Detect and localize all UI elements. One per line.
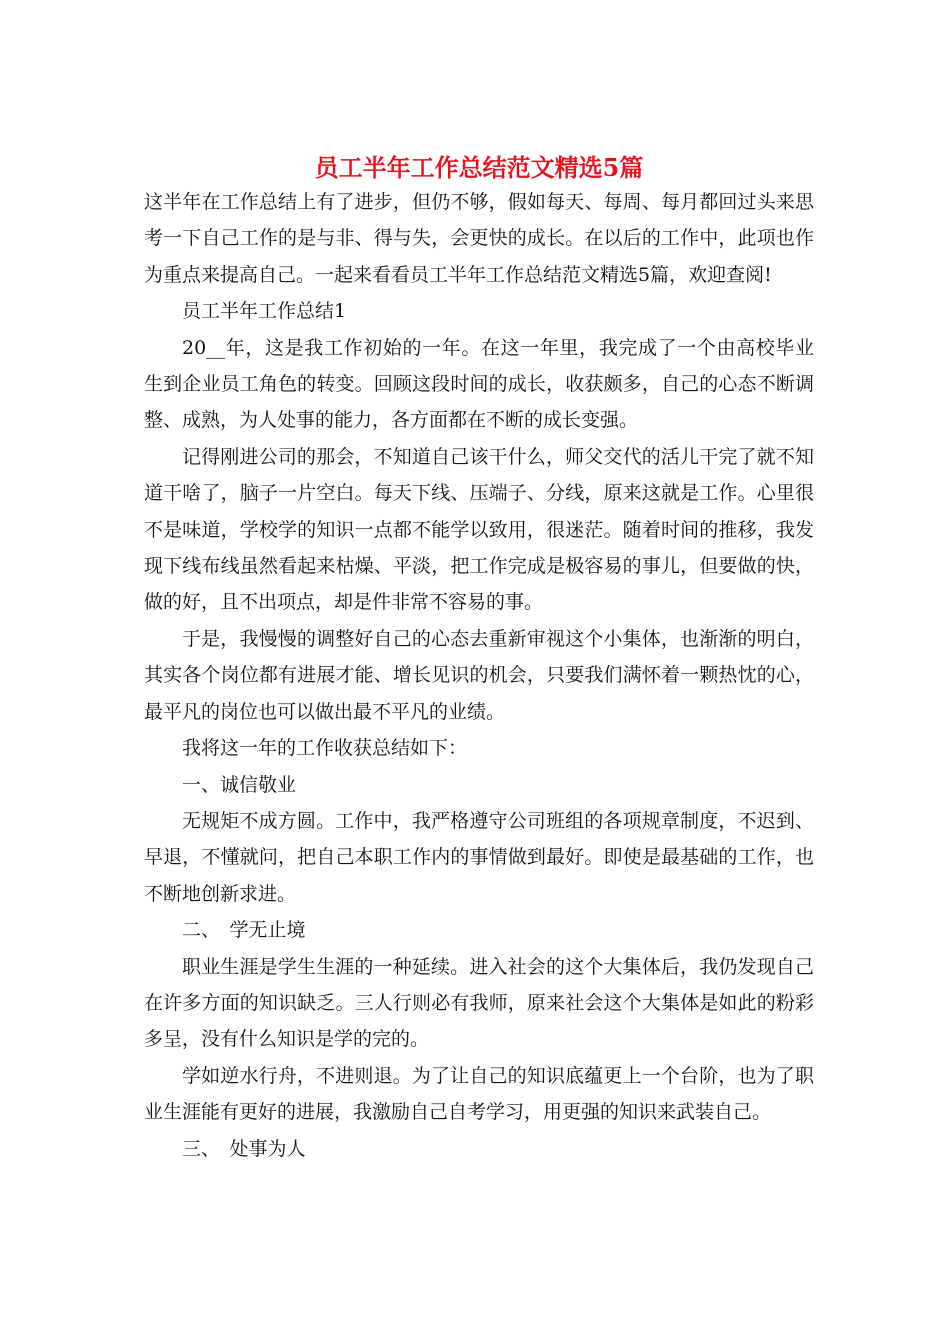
document-body	[144, 148, 814, 1167]
paragraph: 三、 处事为人	[182, 1137, 306, 1160]
paragraph: 无规矩不成方圆。工作中，我严格遵守公司班组的各项规章制度，不迟到、早退，不懂就问，把自己本职工作内的事情做到最好。即使是最基础的工作，也不断地创新求进。	[144, 809, 814, 905]
paragraph: 一、诚信敬业	[182, 773, 297, 796]
paragraph: 记得刚进公司的那会，不知道自己该干什么，师父交代的活儿干完了就不知道干啥了，脑子一片空白。每天下线、压端子、分线，原来这就是工作。心里很不是味道，学校学的知识一点都不能学以致用，很迷茫。随着时间的推移，我发现下线布线虽然看起来枯燥、平淡，把工作完成是极容易的事儿，但要做的快，做的好，且不出项点，却是件非常不容易的事。	[144, 445, 814, 614]
paragraph: 我将这一年的工作收获总结如下：	[182, 737, 468, 760]
paragraph: 员工半年工作总结1	[182, 300, 347, 323]
paragraph: 这半年在工作总结上有了进步，但仍不够，假如每天、每周、每月都回过头来思考一下自己工作的是与非、得与失，会更快的成长。在以后的工作中，此项也作为重点来提高自己。一起来看看员工半年工作总结范文精选5篇，欢迎查阅!	[144, 191, 814, 286]
paragraph: 二、 学无止境	[182, 919, 306, 942]
paragraph: 学如逆水行舟，不进则退。为了让自己的知识底蕴更上一个台阶，也为了职业生涯能有更好的进展，我激励自己自考学习，用更强的知识来武装自己。	[144, 1064, 814, 1124]
document-title: 员工半年工作总结范文精选5篇	[314, 153, 644, 182]
paragraph-list	[144, 184, 814, 1167]
paragraph: 于是，我慢慢的调整好自己的心态去重新审视这个小集体，也渐渐的明白，其实各个岗位都有进展才能、增长见识的机会，只要我们满怀着一颗热忱的心，最平凡的岗位也可以做出最不平凡的业绩。	[144, 627, 814, 723]
paragraph: 20__年，这是我工作初始的一年。在这一年里，我完成了一个由高校毕业生到企业员工角色的转变。回顾这段时间的成长，收获颇多，自己的心态不断调整、成熟，为人处事的能力，各方面都在不断的成长变强。	[144, 336, 814, 432]
paragraph: 职业生涯是学生生涯的一种延续。进入社会的这个大集体后，我仍发现自己在许多方面的知识缺乏。三人行则必有我师，原来社会这个大集体是如此的粉彩多呈，没有什么知识是学的完的。	[144, 955, 814, 1051]
